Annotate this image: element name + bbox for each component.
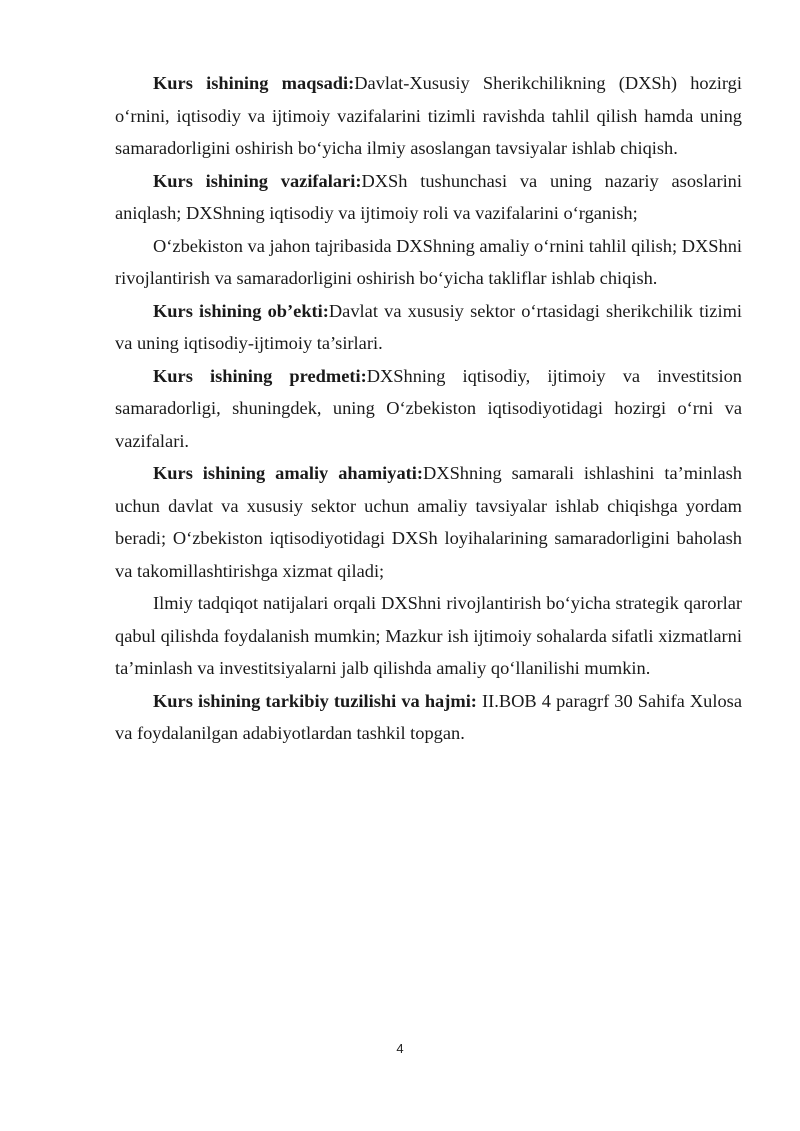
document-page xyxy=(115,67,742,750)
paragraph-text: Davlat-Xususiy Sherikchilikning (DXSh) hozirgi o‘rnini, iqtisodiy va ijtimoiy vazifalarini tizimli ravishda tahlil qilish hamda uning samaradorligini oshirish bo‘yicha ilmiy asoslangan tavsiyalar ishlab chiqish. xyxy=(115,73,742,158)
paragraph-tasks xyxy=(115,165,742,230)
paragraph-text: O‘zbekiston va jahon tajribasida DXShning amaliy o‘rnini tahlil qilish; DXShni rivojlantirish va samaradorligini oshirish bo‘yicha takliflar ishlab chiqish. xyxy=(115,235,742,288)
paragraph-text: II.BOB 4 paragrf 30 Sahifa Xulosa va foydalanilgan adabiyotlardan tashkil topgan. xyxy=(115,690,742,743)
paragraph-label: Kurs ishining maqsadi: xyxy=(153,73,355,93)
paragraph-research-results xyxy=(115,587,742,685)
paragraph-text: DXShning iqtisodiy, ijtimoiy va investitsion samaradorligi, shuningdek, uning O‘zbekiston iqtisodiyotidagi hozirgi o‘rni va vazifalari. xyxy=(115,365,742,451)
paragraph-text: Davlat va xususiy sektor o‘rtasidagi sherikchilik tizimi va uning iqtisodiy-ijtimoiy ta’sirlari. xyxy=(115,300,742,353)
paragraph-label: Kurs ishining predmeti: xyxy=(153,365,367,386)
paragraph-tasks-continued xyxy=(115,230,742,295)
paragraph-label: Kurs ishining vazifalari: xyxy=(153,170,362,191)
paragraph-label: Kurs ishining tarkibiy tuzilishi va hajmi: xyxy=(153,690,477,711)
paragraph-practical-significance xyxy=(115,457,742,587)
paragraph-goal xyxy=(115,67,742,165)
paragraph-text: DXSh tushunchasi va uning nazariy asoslarini aniqlash; DXShning iqtisodiy va ijtimoiy roli va vazifalarini o‘rganish; xyxy=(115,170,742,223)
page-number: 4 xyxy=(396,1041,404,1056)
paragraph-label: Kurs ishining ob’ekti: xyxy=(153,300,329,321)
paragraph-label: Kurs ishining amaliy ahamiyati: xyxy=(153,463,424,483)
paragraph-structure xyxy=(115,685,742,750)
paragraph-object xyxy=(115,295,742,360)
paragraph-text: DXShning samarali ishlashini ta’minlash uchun davlat va xususiy sektor uchun amaliy tavsiyalar ishlab chiqishga yordam beradi; O‘zbekiston iqtisodiyotidagi DXSh loyihalarining samaradorligini baholash va takomillashtirishga xizmat qiladi; xyxy=(115,463,742,581)
paragraph-subject xyxy=(115,360,742,458)
paragraph-text: Ilmiy tadqiqot natijalari orqali DXShni rivojlantirish bo‘yicha strategik qarorlar qabul qilishda foydalanish mumkin; Mazkur ish ijtimoiy sohalarda sifatli xizmatlarni ta’minlash va investitsiyalarni jalb qilishda amaliy qo‘llanilishi mumkin. xyxy=(115,593,742,678)
